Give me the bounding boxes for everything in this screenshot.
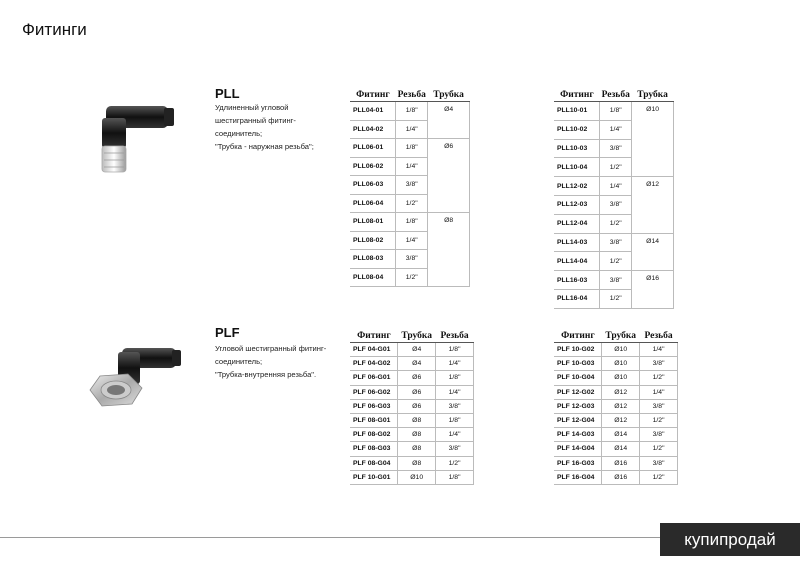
table-cell: 1/8" (436, 413, 474, 427)
table-row (350, 139, 470, 158)
table-cell: 1/4" (396, 231, 428, 250)
table-row (554, 399, 678, 413)
table-cell: PLL08-01 (350, 213, 396, 232)
table-cell: PLF 10-G02 (554, 343, 602, 357)
table-cell: 3/8" (640, 456, 678, 470)
column-header: Резьба (436, 329, 474, 343)
plf-description-line: "Трубка-внутренняя резьба". (215, 370, 317, 379)
table-cell: 1/2" (396, 194, 428, 213)
table-cell: PLL06-02 (350, 157, 396, 176)
plf-description-line: соединитель; (215, 357, 263, 366)
table-cell: 1/8" (396, 139, 428, 158)
pll-product-name: PLL (215, 86, 240, 101)
table-cell: 3/8" (640, 357, 678, 371)
table-cell: PLF 04-G01 (350, 343, 398, 357)
table-cell: 1/2" (396, 268, 428, 287)
table-cell: 1/4" (396, 157, 428, 176)
pll-description-line: шестигранный фитинг- (215, 116, 296, 125)
table-cell: 1/2" (436, 456, 474, 470)
plf-table-right (554, 329, 678, 485)
plf-description (215, 342, 345, 381)
table-cell: Ø8 (398, 413, 436, 427)
table-cell: 3/8" (396, 176, 428, 195)
table-cell: PLL10-04 (554, 158, 600, 177)
table-row (350, 442, 474, 456)
table-cell: 1/4" (600, 120, 632, 139)
table-cell: PLL06-01 (350, 139, 396, 158)
table-cell: 3/8" (600, 233, 632, 252)
table-cell: 1/4" (600, 177, 632, 196)
pll-description (215, 101, 345, 153)
table-row (554, 413, 678, 427)
table-cell: 1/2" (640, 413, 678, 427)
table-cell: PLF 12-G02 (554, 385, 602, 399)
table-cell: Ø16 (602, 456, 640, 470)
table-row (350, 428, 474, 442)
plf-table-left (350, 329, 474, 485)
table-row (554, 456, 678, 470)
table-cell: Ø10 (602, 343, 640, 357)
table-cell: 3/8" (640, 428, 678, 442)
table-row (554, 371, 678, 385)
table-cell: 1/8" (396, 102, 428, 121)
table-cell: Ø6 (398, 371, 436, 385)
table-row (350, 102, 470, 121)
table-cell: 1/2" (600, 252, 632, 271)
page-title: Фитинги (22, 20, 87, 39)
table-cell: 1/4" (436, 357, 474, 371)
table-cell: PLF 12-G04 (554, 413, 602, 427)
table-cell: 1/8" (436, 371, 474, 385)
table-cell: PLL08-04 (350, 268, 396, 287)
table-cell: Ø4 (398, 343, 436, 357)
table-cell: PLL12-03 (554, 195, 600, 214)
table-cell: Ø16 (632, 271, 674, 309)
table-row (554, 385, 678, 399)
table-row (350, 399, 474, 413)
table-cell: 1/2" (600, 289, 632, 308)
table-cell: 1/2" (640, 442, 678, 456)
table-cell: Ø14 (602, 428, 640, 442)
table-cell: 1/8" (436, 470, 474, 484)
table-cell: PLL10-03 (554, 139, 600, 158)
table-cell: PLF 10-G03 (554, 357, 602, 371)
table-cell: 3/8" (396, 250, 428, 269)
table-cell: Ø6 (398, 399, 436, 413)
column-header: Фитинг (554, 88, 600, 102)
table-cell: 1/4" (640, 385, 678, 399)
table-cell: PLL06-04 (350, 194, 396, 213)
table-cell: Ø8 (398, 442, 436, 456)
table-cell: PLL10-01 (554, 102, 600, 121)
column-header: Резьба (601, 89, 630, 100)
column-header: Трубка (602, 329, 640, 343)
table-cell: Ø6 (428, 139, 470, 213)
pll-description-line: соединитель; (215, 129, 263, 138)
table-cell: Ø8 (428, 213, 470, 287)
table-cell: PLF 06-G02 (350, 385, 398, 399)
table-cell: 3/8" (600, 195, 632, 214)
table-cell: Ø6 (398, 385, 436, 399)
table-row (554, 102, 674, 121)
table-cell: 1/2" (600, 158, 632, 177)
plf-description-line: Угловой шестигранный фитинг- (215, 344, 327, 353)
table-row (350, 385, 474, 399)
table-cell: 1/4" (396, 120, 428, 139)
table-cell: 3/8" (436, 399, 474, 413)
pll-description-line: Удлиненный угловой (215, 103, 289, 112)
table-cell: PLF 16-G04 (554, 470, 602, 484)
table-cell: Ø8 (398, 456, 436, 470)
table-cell: 3/8" (600, 271, 632, 290)
table-cell: 3/8" (436, 442, 474, 456)
table-cell: PLF 08-G04 (350, 456, 398, 470)
plf-fitting-image (78, 338, 188, 418)
table-row (350, 213, 470, 232)
pll-description-line: "Трубка - наружная резьба"; (215, 142, 314, 151)
table-cell: Ø16 (602, 470, 640, 484)
table-row (554, 343, 678, 357)
table-cell: PLL16-04 (554, 289, 600, 308)
plf-product-name: PLF (215, 325, 240, 340)
column-header: Фитинг (554, 329, 602, 343)
table-cell: PLF 16-G03 (554, 456, 602, 470)
table-cell: Ø14 (602, 442, 640, 456)
table-cell: PLF 08-G01 (350, 413, 398, 427)
pll-fitting-image (78, 98, 188, 178)
table-cell: PLL16-03 (554, 271, 600, 290)
table-row (554, 177, 674, 196)
table-cell: PLL12-04 (554, 214, 600, 233)
table-cell: 1/2" (600, 214, 632, 233)
column-header: Фитинг (350, 329, 398, 343)
table-cell: PLL04-01 (350, 102, 396, 121)
table-cell: PLL08-03 (350, 250, 396, 269)
table-cell: Ø10 (632, 102, 674, 177)
table-cell: Ø4 (428, 102, 470, 139)
column-header: Трубка (398, 329, 436, 343)
table-cell: PLF 06-G03 (350, 399, 398, 413)
column-header: Трубка (428, 88, 470, 102)
table-cell: Ø10 (602, 357, 640, 371)
table-cell: PLF 10-G01 (350, 470, 398, 484)
table-cell: PLF 14-G04 (554, 442, 602, 456)
table-cell: Ø12 (602, 385, 640, 399)
table-cell: 1/4" (436, 428, 474, 442)
column-header: Резьба (640, 329, 678, 343)
table-cell: PLL06-03 (350, 176, 396, 195)
pll-table-right (554, 88, 674, 309)
table-cell: 1/8" (436, 343, 474, 357)
table-cell: Ø4 (398, 357, 436, 371)
table-cell: PLL10-02 (554, 120, 600, 139)
table-cell: PLF 12-G03 (554, 399, 602, 413)
table-cell: PLL12-02 (554, 177, 600, 196)
table-cell: Ø12 (602, 399, 640, 413)
table-cell: 3/8" (600, 139, 632, 158)
table-cell: PLF 06-G01 (350, 371, 398, 385)
table-row (554, 428, 678, 442)
table-cell: PLF 10-G04 (554, 371, 602, 385)
table-cell: 1/2" (640, 470, 678, 484)
table-row (350, 357, 474, 371)
pll-table-left (350, 88, 470, 287)
table-cell: PLF 08-G02 (350, 428, 398, 442)
table-row (554, 470, 678, 484)
table-cell: 3/8" (640, 399, 678, 413)
table-cell: PLL14-04 (554, 252, 600, 271)
column-header: Фитинг (350, 88, 396, 102)
table-cell: Ø12 (632, 177, 674, 233)
watermark-logo: купипродай (660, 523, 800, 556)
table-row (554, 442, 678, 456)
table-cell: Ø12 (602, 413, 640, 427)
column-header: Резьба (397, 89, 426, 100)
table-row (350, 456, 474, 470)
table-cell: 1/4" (640, 343, 678, 357)
table-row (554, 233, 674, 252)
table-cell: PLF 08-G03 (350, 442, 398, 456)
table-cell: 1/2" (640, 371, 678, 385)
table-cell: Ø14 (632, 233, 674, 271)
table-cell: PLF 04-G02 (350, 357, 398, 371)
table-row (350, 343, 474, 357)
table-cell: 1/8" (396, 213, 428, 232)
table-row (350, 413, 474, 427)
table-row (554, 271, 674, 290)
table-row (350, 470, 474, 484)
table-row (554, 357, 678, 371)
table-cell: 1/8" (600, 102, 632, 121)
table-cell: PLF 14-G03 (554, 428, 602, 442)
column-header: Трубка (632, 88, 674, 102)
table-row (350, 371, 474, 385)
table-cell: 1/4" (436, 385, 474, 399)
table-cell: Ø10 (398, 470, 436, 484)
table-cell: PLL04-02 (350, 120, 396, 139)
table-cell: Ø10 (602, 371, 640, 385)
table-cell: PLL14-03 (554, 233, 600, 252)
table-cell: PLL08-02 (350, 231, 396, 250)
table-cell: Ø8 (398, 428, 436, 442)
